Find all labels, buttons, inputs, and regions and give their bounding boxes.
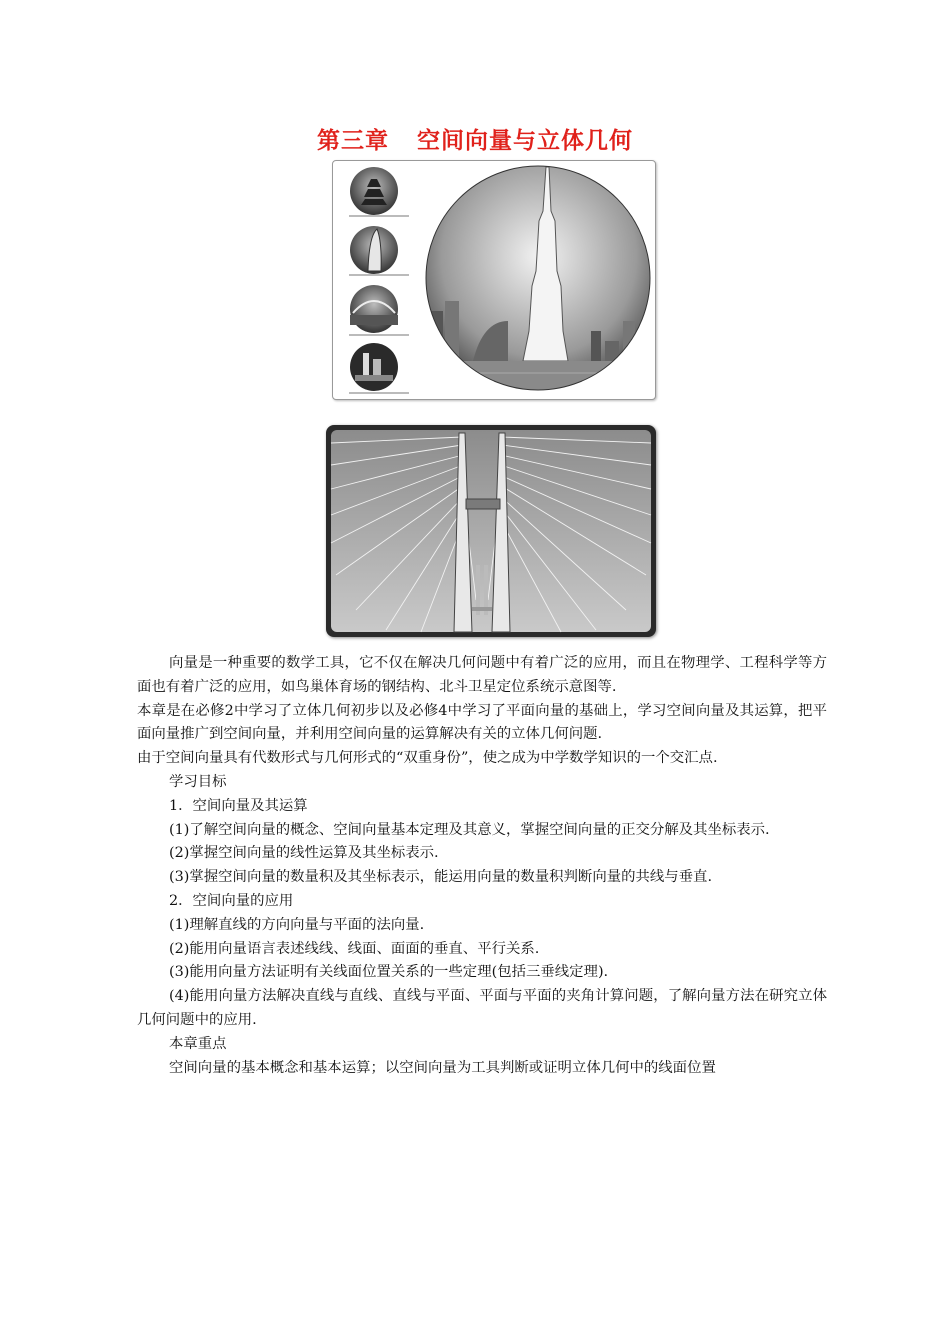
paragraph-14: 空间向量的基本概念和基本运算；以空间向量为工具判断或证明立体几何中的线面位置 (169, 1059, 716, 1076)
paragraph-6: (2)掌握空间向量的线性运算及其坐标表示. (169, 845, 439, 862)
bridge-image (326, 425, 656, 637)
architecture-collage-image (333, 161, 655, 399)
paragraph-3: 学习目标 (169, 773, 227, 790)
architecture-collage-figure (332, 160, 656, 400)
paragraph-5: (1)了解空间向量的概念、空间向量基本定理及其意义，掌握空间向量的正交分解及其坐标表示. (169, 821, 770, 838)
thumbnail-temple (349, 167, 409, 216)
paragraph-12: (4)能用向量方法解决直线与直线、直线与平面、平面与平面的夹角计算问题，了解向量方法在研究立体几何问题中的应用. (137, 988, 827, 1028)
paragraph-7: (3)掌握空间向量的数量积及其坐标表示，能运用向量的数量积判断向量的共线与垂直. (169, 869, 713, 886)
paragraph-11: (3)能用向量方法证明有关线面位置关系的一些定理(包括三垂线定理). (169, 964, 609, 981)
paragraph-10: (2)能用向量语言表述线线、线面、面面的垂直、平行关系. (169, 940, 540, 957)
paragraph-8: 2．空间向量的应用 (169, 892, 294, 909)
paragraph-9: (1)理解直线的方向向量与平面的法向量. (169, 916, 425, 933)
paragraph-13: 本章重点 (169, 1035, 227, 1052)
bridge-figure (326, 425, 656, 637)
thumbnail-bridge-arch (349, 285, 409, 335)
chapter-title (0, 122, 950, 155)
paragraph-2: 由于空间向量具有代数形式与几何形式的“双重身份”，使之成为中学数学知识的一个交汇点. (137, 750, 718, 767)
chapter-number: 第三章 (317, 128, 389, 154)
body-text (137, 652, 827, 1080)
paragraph-0: 向量是一种重要的数学工具，它不仅在解决几何问题中有着广泛的应用，而且在物理学、工程科学等方面也有着广泛的应用，如鸟巢体育场的钢结构、北斗卫星定位系统示意图等. (137, 655, 827, 695)
chapter-name: 空间向量与立体几何 (417, 128, 633, 154)
paragraph-1: 本章是在必修2中学习了立体几何初步以及必修4中学习了平面向量的基础上，学习空间向量及其运算，把平面向量推广到空间向量，并利用空间向量的运算解决有关的立体几何问题. (137, 702, 827, 743)
paragraph-4: 1．空间向量及其运算 (169, 797, 308, 814)
thumbnail-night-city (349, 343, 409, 393)
thumbnail-hotel (349, 226, 409, 275)
skyscraper-photo (423, 161, 655, 399)
